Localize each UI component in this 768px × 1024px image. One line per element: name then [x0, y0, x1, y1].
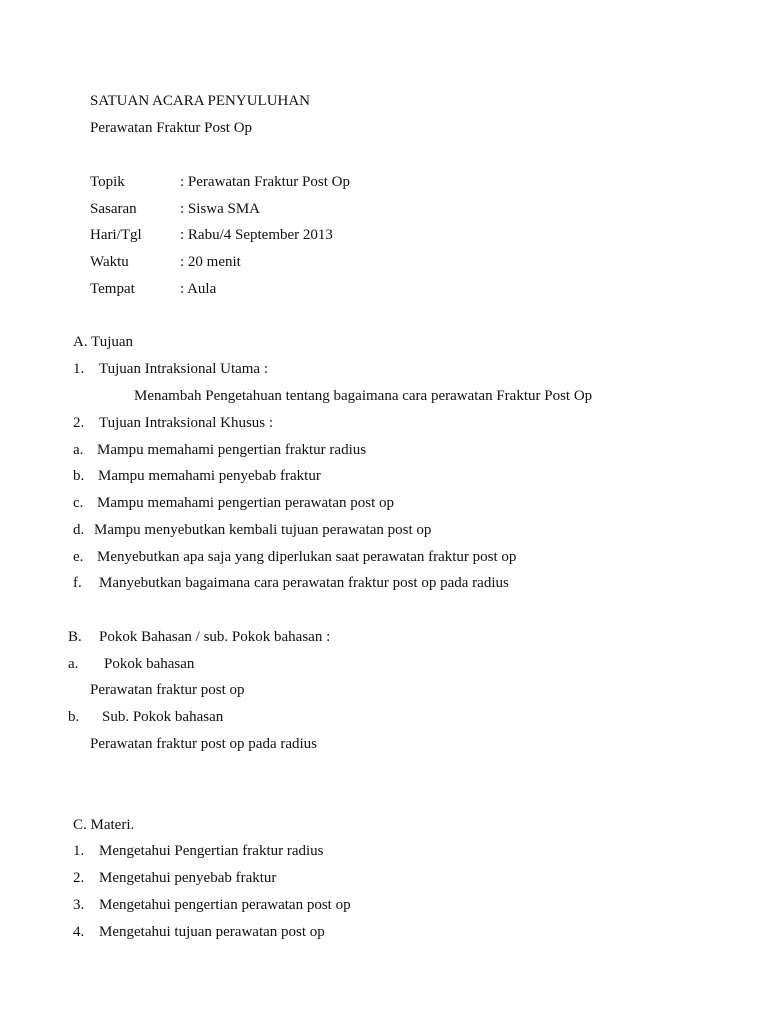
list-item: Tujuan Intraksional Utama :: [99, 361, 269, 377]
list-marker: a.: [68, 656, 79, 672]
info-value: : Siswa SMA: [180, 201, 261, 217]
list-marker: c.: [73, 495, 84, 511]
list-marker: 1.: [73, 361, 85, 377]
list-item: Mampu memahami pengertian perawatan post op: [97, 495, 394, 511]
doc-title: SATUAN ACARA PENYULUHAN: [90, 93, 311, 109]
list-item: Tujuan Intraksional Khusus :: [99, 415, 274, 431]
list-marker: 1.: [73, 843, 85, 859]
list-item: Menyebutkan apa saja yang diperlukan saat perawatan fraktur post op: [97, 549, 517, 565]
info-value: : Perawatan Fraktur Post Op: [180, 174, 350, 190]
info-value: : Rabu/4 September 2013: [180, 227, 333, 243]
list-item: Mengetahui pengertian perawatan post op: [99, 897, 351, 913]
list-marker: a.: [73, 442, 84, 458]
list-marker: 4.: [73, 924, 85, 940]
list-marker: 2.: [73, 415, 85, 431]
info-label: Waktu: [90, 254, 129, 270]
paragraph: Menambah Pengetahuan tentang bagaimana cara perawatan Fraktur Post Op: [134, 388, 593, 404]
list-item: Mampu menyebutkan kembali tujuan perawatan post op: [94, 522, 432, 538]
list-item: Mengetahui Pengertian fraktur radius: [99, 843, 324, 859]
list-item: Sub. Pokok bahasan: [102, 709, 224, 725]
list-marker: 3.: [73, 897, 85, 913]
list-item: Mampu memahami pengertian fraktur radius: [97, 442, 367, 458]
list-marker: b.: [73, 468, 85, 484]
list-item: Pokok bahasan: [104, 656, 195, 672]
list-item: Mengetahui penyebab fraktur: [99, 870, 277, 886]
list-marker: d.: [73, 522, 85, 538]
info-label: Tempat: [90, 281, 135, 297]
list-marker: f.: [73, 575, 82, 591]
paragraph: Perawatan fraktur post op: [90, 682, 245, 698]
list-marker: B.: [68, 629, 82, 645]
list-marker: e.: [73, 549, 84, 565]
section-b-heading: Pokok Bahasan / sub. Pokok bahasan :: [99, 629, 331, 645]
section-c-heading: C. Materi.: [73, 817, 135, 833]
list-item: Mengetahui tujuan perawatan post op: [99, 924, 325, 940]
info-value: : 20 menit: [180, 254, 241, 270]
list-marker: 2.: [73, 870, 85, 886]
info-value: : Aula: [180, 281, 217, 297]
list-item: Mampu memahami penyebab fraktur: [98, 468, 321, 484]
list-item: Manyebutkan bagaimana cara perawatan fraktur post op pada radius: [99, 575, 509, 591]
section-a-heading: A. Tujuan: [73, 334, 134, 350]
info-label: Hari/Tgl: [90, 227, 142, 243]
list-marker: b.: [68, 709, 80, 725]
info-label: Topik: [90, 174, 125, 190]
info-label: Sasaran: [90, 201, 137, 217]
paragraph: Perawatan fraktur post op pada radius: [90, 736, 318, 752]
doc-subtitle: Perawatan Fraktur Post Op: [90, 120, 253, 136]
